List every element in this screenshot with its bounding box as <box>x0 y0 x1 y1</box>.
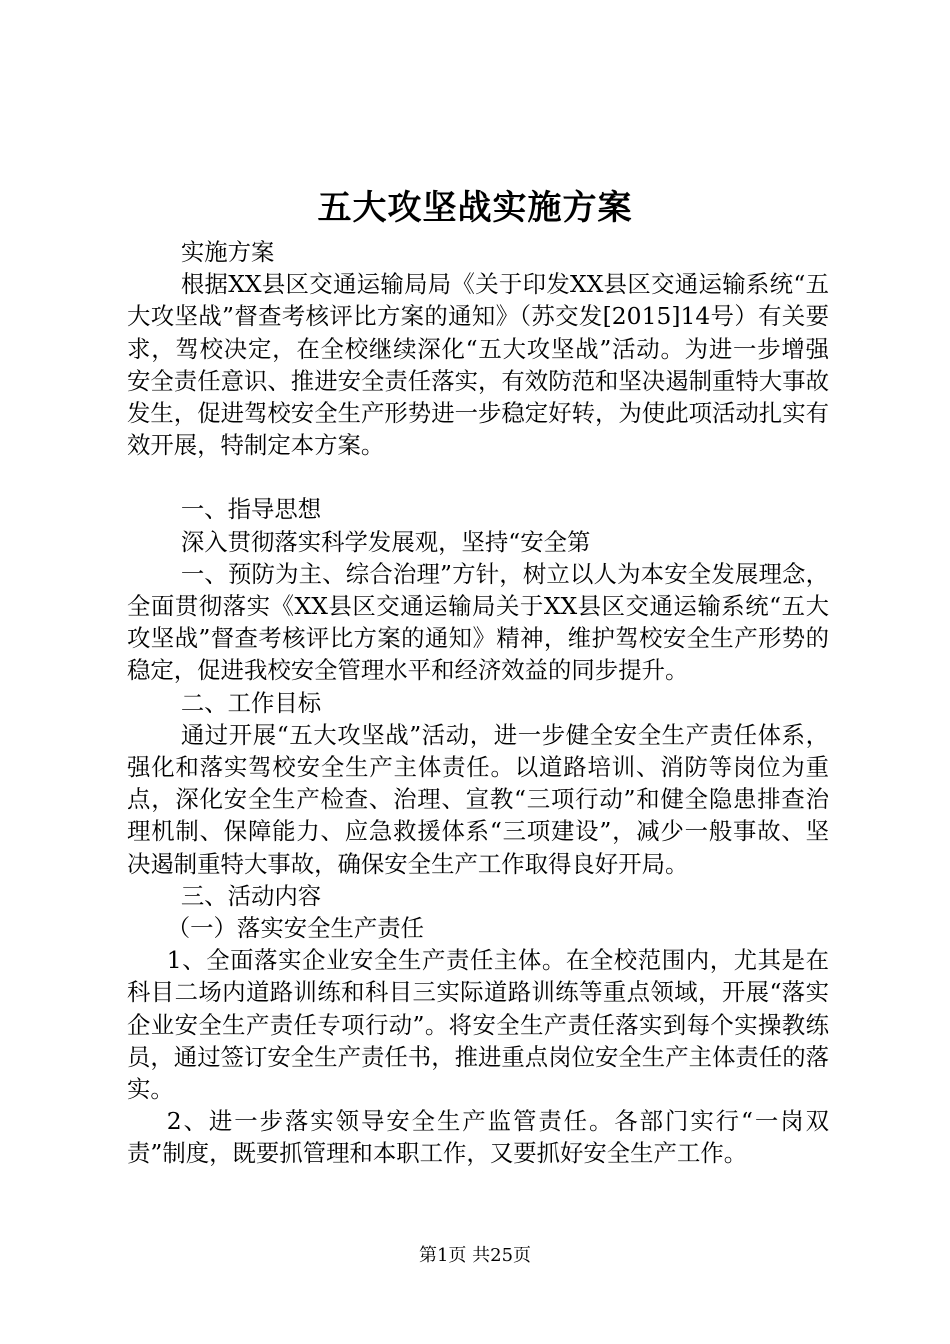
paragraph-gap <box>127 461 829 493</box>
work-goals-paragraph: 通过开展“五大攻坚战”活动，进一步健全安全生产责任体系，强化和落实驾校安全生产主体责任。以道路培训、消防等岗位为重点，深化安全生产检查、治理、宣教“三项行动”和健全隐患排查治理机制、保障能力、应急救援体系“三项建设”，减少一般事故、坚决遏制重特大事故，确保安全生产工作取得良好开局。 <box>127 720 829 878</box>
section-heading-work-goals: 二、工作目标 <box>180 688 322 717</box>
page-footer: 第1页 共25页 <box>418 1245 532 1266</box>
document-title: 五大攻坚战实施方案 <box>317 188 633 228</box>
section-heading-activity-content: 三、活动内容 <box>180 881 322 910</box>
document-body <box>127 236 829 1170</box>
section-heading-guiding-thought: 一、指导思想 <box>180 495 322 524</box>
intro-paragraph: 根据XX县区交通运输局局《关于印发XX县区交通运输系统“五大攻坚战”督查考核评比方案的通知》（苏交发[2015]14号）有关要求，驾校决定，在全校继续深化“五大攻坚战”活动。为进一步增强安全责任意识、推进安全责任落实，有效防范和坚决遏制重特大事故发生，促进驾校安全生产形势进一步稳定好转，为使此项活动扎实有效开展，特制定本方案。 <box>127 270 829 460</box>
item-1-paragraph: 1、全面落实企业安全生产责任主体。在全校范围内，尤其是在科目二场内道路训练和科目三实际道路训练等重点领域，开展“落实企业安全生产责任专项行动”。将安全生产责任落实到每个实操教练员，通过签订安全生产责任书，推进重点岗位安全生产主体责任的落实。 <box>127 946 829 1104</box>
subtitle-paragraph: 实施方案 <box>180 238 275 266</box>
subsection-heading-responsibility: （一）落实安全生产责任 <box>166 914 425 943</box>
guiding-thought-paragraph-1: 深入贯彻落实科学发展观，坚持“安全第 <box>180 527 591 556</box>
guiding-thought-paragraph-2: 一、预防为主、综合治理”方针，树立以人为本安全发展理念，全面贯彻落实《XX县区交通运输局关于XX县区交通运输系统“五大攻坚战”督查考核评比方案的通知》精神，维护驾校安全生产形势的稳定，促进我校安全管理水平和经济效益的同步提升。 <box>127 559 829 685</box>
item-2-paragraph: 2、进一步落实领导安全生产监管责任。各部门实行“一岗双责”制度，既要抓管理和本职工作，又要抓好安全生产工作。 <box>127 1107 829 1168</box>
